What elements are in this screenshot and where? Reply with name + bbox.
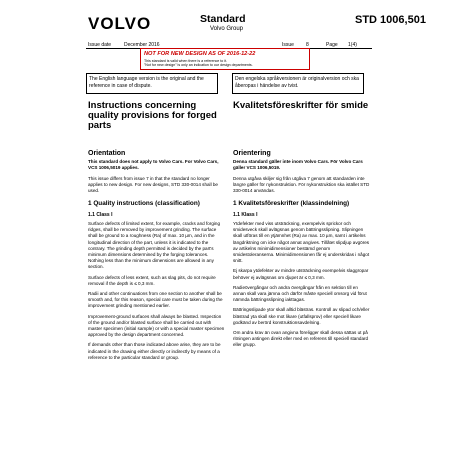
document-type: Standard [200,13,246,25]
issue-label: Issue [282,42,294,48]
swedish-orientation-text: Denna utgåva skiljer sig från utgåva 7 genom att standarden inte längre gäller för nykonstruktion. För nykonstruktion ska istället STD 330-0014 användas. [233,175,370,194]
english-section-1-heading: 1 Quality instructions (classification) [88,200,200,208]
issue-number: 8 [306,42,309,48]
swedish-class-1-heading: 1.1 Klass I [233,211,258,218]
english-orientation-note: This standard does not apply to Volvo Cars. For Volvo Cars, VCS 1006,5019 applies. [88,159,219,171]
page-number: 1(4) [348,42,357,48]
swedish-paragraph-5: Om andra krav än ovan angivna föreligger skall dessa sättas ut på ritningen antingen direkt eller med en referens till speciell standard eller grupp. [233,329,369,348]
swedish-paragraph-3: Radieövergångar och andra övergångar från en sektion till en annan skall vara jämna och därför måste speciell omsorg vid förut nämnda bättringsslipning iakttagas. [233,284,367,303]
swedish-orientation-heading: Orientering [233,150,271,157]
notice-line-2: "Not for new design" is only an indication to our design departments. [144,63,253,67]
english-orientation-text: This issue differs from issue 7 in that the standard no longer applies to new design. For new designs, STD 330-0014 shall be used. [88,175,218,194]
english-paragraph-5: If demands other than those indicated above arise, they are to be indicated in the drawing either directly or indirectly by means of a reference to the particular standard or group. [88,342,221,360]
swedish-paragraph-2: Ej skarpa ytdefekter av mindre utsträckning exempelvis slaggropar behöver ej avlägsnas om djupet är ≤ 0,3 mm. [233,268,369,280]
language-note-english: The English language version is the original and the reference in case of dispute. [86,73,218,94]
swedish-section-1-heading: 1 Kvalitetsföreskrifter (klassindelning) [233,200,350,208]
english-paragraph-3: Radii and other continuations from one section to another shall be smooth and, for this reason, special care must be taken during the improvement grinding mentioned earlier. [88,290,223,309]
english-paragraph-4: Improvement-ground surfaces shall always be blasted. Inspection of the ground and/or blasted surface shall be carried out with master specimen (initial sample) or with a special master specimen approved by the design department concerned. [88,313,225,338]
notice-title: NOT FOR NEW DESIGN AS OF 2016-12-22 [144,51,256,57]
swedish-paragraph-4: Bättringsslipade ytor skall alltid blästras. Kontroll av slipad och/eller blästrad yta skall ske mot likare (utfallsprov) eller speciell likare godkänd av berörd konstruktionsavdelning. [233,307,370,325]
english-title: Instructions concerning quality provisions for forged parts [88,100,217,131]
issue-date-label: Issue date [88,42,112,48]
swedish-orientation-note: Denna standard gäller inte inom Volvo Cars. För Volvo Cars gäller VCS 1006,5019. [233,159,363,171]
organization: Volvo Group [210,26,244,32]
english-paragraph-1: Surface defects of limited extent, for example, cracks and forging ridges, shall be removed by improvement grinding. The surface shall be ground to a roughness (Ra) of max. 10 µm, and in the longitudinal direction of the part, unless it is indicated to the contrary. The grinding depth permitted is decided by the part's minimum dimensions determined by the forging tolerances. Nothing less than the minimum dimensions are allowed in any section. [88,220,221,270]
english-orientation-heading: Orientation [88,150,126,157]
swedish-column [233,101,370,353]
page-label: Page [326,42,338,48]
issue-date: December 2016 [124,42,160,48]
not-for-new-design-notice [140,48,310,70]
standard-number: STD 1006,501 [355,14,426,26]
swedish-paragraph-1: Ytdefekter med viss utsträckning, exempelvis sprickor och smidesveck skall avlägsnas genom bättringsslipning. Slipningen skall utföras till en ytjämnhet (Ra) av max. 10 µm, samt i artikelns längdriktning om icke något annat angives. Tillåtet slipdjup avgöres av artikelns minimidimensioner bestämd genom smidestoleranserna. Minimidimensionen får ej underskridas i något snitt. [233,220,370,264]
swedish-title: Kvalitetsföreskrifter för smide [233,100,369,111]
english-paragraph-2: Surface defects of less extent, such as slag pits, do not require removal if the depth is ≤ 0,3 mm. [88,274,216,286]
english-column [88,101,225,365]
volvo-logo: VOLVO [88,14,152,33]
notice-line-1: This standard is valid when there is a reference to it. [144,59,228,63]
english-class-1-heading: 1.1 Class I [88,211,113,218]
language-note-swedish: Den engelska språkversionen är originalversion och ska åberopas i händelse av tvist. [232,73,364,94]
